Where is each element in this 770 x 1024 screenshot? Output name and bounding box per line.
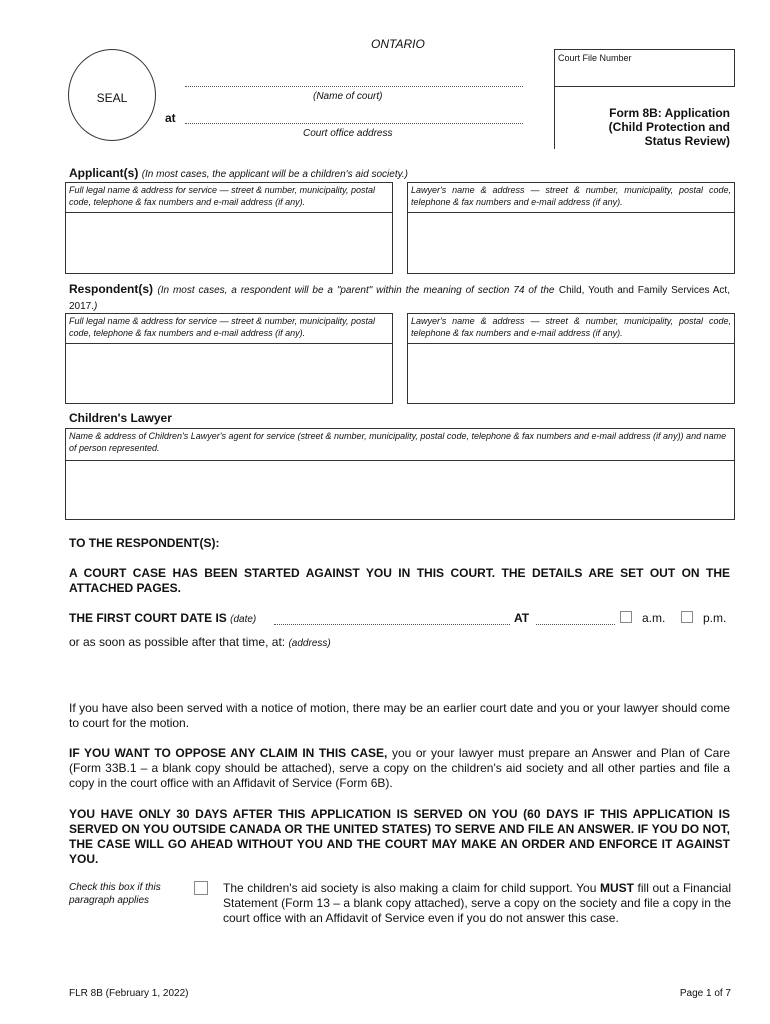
- court-date-line[interactable]: [274, 624, 510, 625]
- court-file-number-box[interactable]: [554, 49, 735, 87]
- thirty-days-warning: YOU HAVE ONLY 30 DAYS AFTER THIS APPLICATION IS SERVED ON YOU (60 DAYS IF THIS APPLICATION IS SERVED ON YOU OUTSIDE CANADA OR THE UNITED STATES) TO SERVE AND FILE AN ANSWER. IF YOU DO NOT, THE CASE WILL GO AHEAD WITHOUT YOU AND THE COURT MAY MAKE AN ORDER AND ENFORCE IT AGAINST YOU.: [69, 807, 730, 866]
- at-label: at: [165, 111, 176, 125]
- support-text-2: fill out a Financial Statement (Form 13 – a blank copy attached), serve a copy on the society and file a copy in the court office with an Affidavit of Service even if you do not answer this case.: [223, 881, 731, 925]
- applicant-party-label: Full legal name & address for service — street & number, municipality, postal code, telephone & fax numbers and e-mail address (if any).: [66, 183, 392, 213]
- form-title: [580, 106, 730, 148]
- form-title-line-2: (Child Protection and: [608, 120, 730, 134]
- applicants-title: Applicant(s): [69, 166, 139, 180]
- support-must: MUST: [599, 881, 634, 895]
- applicants-heading: [69, 166, 408, 180]
- jurisdiction: ONTARIO: [371, 37, 425, 51]
- court-address-label: Court office address: [303, 128, 393, 139]
- respondent-party-label: Full legal name & address for service — street & number, municipality, postal code, telephone & fax numbers and e-mail address (if any).: [66, 314, 392, 344]
- oppose-paragraph: [69, 746, 730, 791]
- childrens-lawyer-box[interactable]: [65, 428, 735, 520]
- court-file-number-label: Court File Number: [558, 53, 632, 63]
- address-label: (address): [288, 638, 331, 649]
- case-started-notice: A COURT CASE HAS BEEN STARTED AGAINST YOU IN THIS COURT. THE DETAILS ARE SET OUT ON THE ATTACHED PAGES.: [69, 566, 730, 595]
- court-name-line[interactable]: [185, 86, 523, 87]
- child-support-checkbox[interactable]: [194, 881, 208, 895]
- seal: [68, 49, 156, 141]
- date-label: (date): [230, 614, 257, 625]
- respondent-lawyer-label: Lawyer's name & address — street & number, municipality, postal code, telephone & fax numbers and e-mail address (if any).: [408, 314, 734, 344]
- notice-of-motion-paragraph: If you have also been served with a notice of motion, there may be an earlier court date and you or your lawyer should come to court for the motion.: [69, 701, 730, 730]
- oppose-rest: you or your lawyer must prepare an Answer and Plan of Care (Form 33B.1 – a blank copy should be attached), serve a copy on the children's aid society and all other parties and file a copy in the court office with an Affidavit of Service (Form 6B).: [69, 746, 730, 790]
- respondent-lawyer-box[interactable]: [407, 313, 735, 404]
- check-box-instruction: Check this box if this paragraph applies: [69, 882, 161, 906]
- or-as-soon-text: or as soon as possible after that time, at:: [69, 635, 286, 649]
- pm-label: p.m.: [703, 611, 727, 625]
- form-title-line-1: Form 8B: Application: [609, 106, 730, 120]
- to-respondents: TO THE RESPONDENT(S):: [69, 536, 220, 550]
- respondents-act: Child, Youth and Family Services Act, 2017.: [69, 285, 730, 312]
- respondents-note-close: ): [94, 301, 98, 312]
- applicants-note: (In most cases, the applicant will be a children's aid society.): [141, 169, 408, 180]
- pm-checkbox[interactable]: [681, 611, 693, 623]
- address-line: [69, 635, 331, 649]
- childrens-lawyer-heading: Children's Lawyer: [69, 411, 172, 425]
- respondents-note: (In most cases, a respondent will be a "parent" within the meaning of section 74 of the: [157, 285, 555, 296]
- first-court-date-label: [69, 611, 256, 625]
- support-text-1: The children's aid society is also making a claim for child support. You: [223, 881, 597, 895]
- form-title-line-3: Status Review): [644, 134, 730, 148]
- seal-label: SEAL: [96, 91, 128, 105]
- am-label: a.m.: [642, 611, 666, 625]
- court-time-line[interactable]: [536, 624, 615, 625]
- am-checkbox[interactable]: [620, 611, 632, 623]
- childrens-lawyer-label: Name & address of Children's Lawyer's agent for service (street & number, municipality, postal code, telephone & fax numbers and e-mail address (if any)) and name of person represented.: [66, 429, 734, 461]
- footer-page-number: Page 1 of 7: [679, 988, 731, 999]
- title-divider: [554, 87, 555, 149]
- oppose-bold: IF YOU WANT TO OPPOSE ANY CLAIM IN THIS CASE,: [69, 746, 388, 760]
- applicant-lawyer-label: Lawyer's name & address — street & number, municipality, postal code, telephone & fax numbers and e-mail address (if any).: [408, 183, 734, 213]
- court-address-line[interactable]: [185, 123, 523, 124]
- footer-form-id: FLR 8B (February 1, 2022): [69, 988, 189, 999]
- respondents-heading: [69, 282, 730, 314]
- respondents-title: Respondent(s): [69, 282, 153, 296]
- first-court-date-text: THE FIRST COURT DATE IS: [69, 611, 227, 625]
- court-name-label: (Name of court): [313, 91, 383, 102]
- applicant-lawyer-box[interactable]: [407, 182, 735, 274]
- at-time-label: AT: [514, 611, 530, 625]
- respondent-party-box[interactable]: [65, 313, 393, 404]
- applicant-party-box[interactable]: [65, 182, 393, 274]
- child-support-paragraph: [223, 881, 731, 926]
